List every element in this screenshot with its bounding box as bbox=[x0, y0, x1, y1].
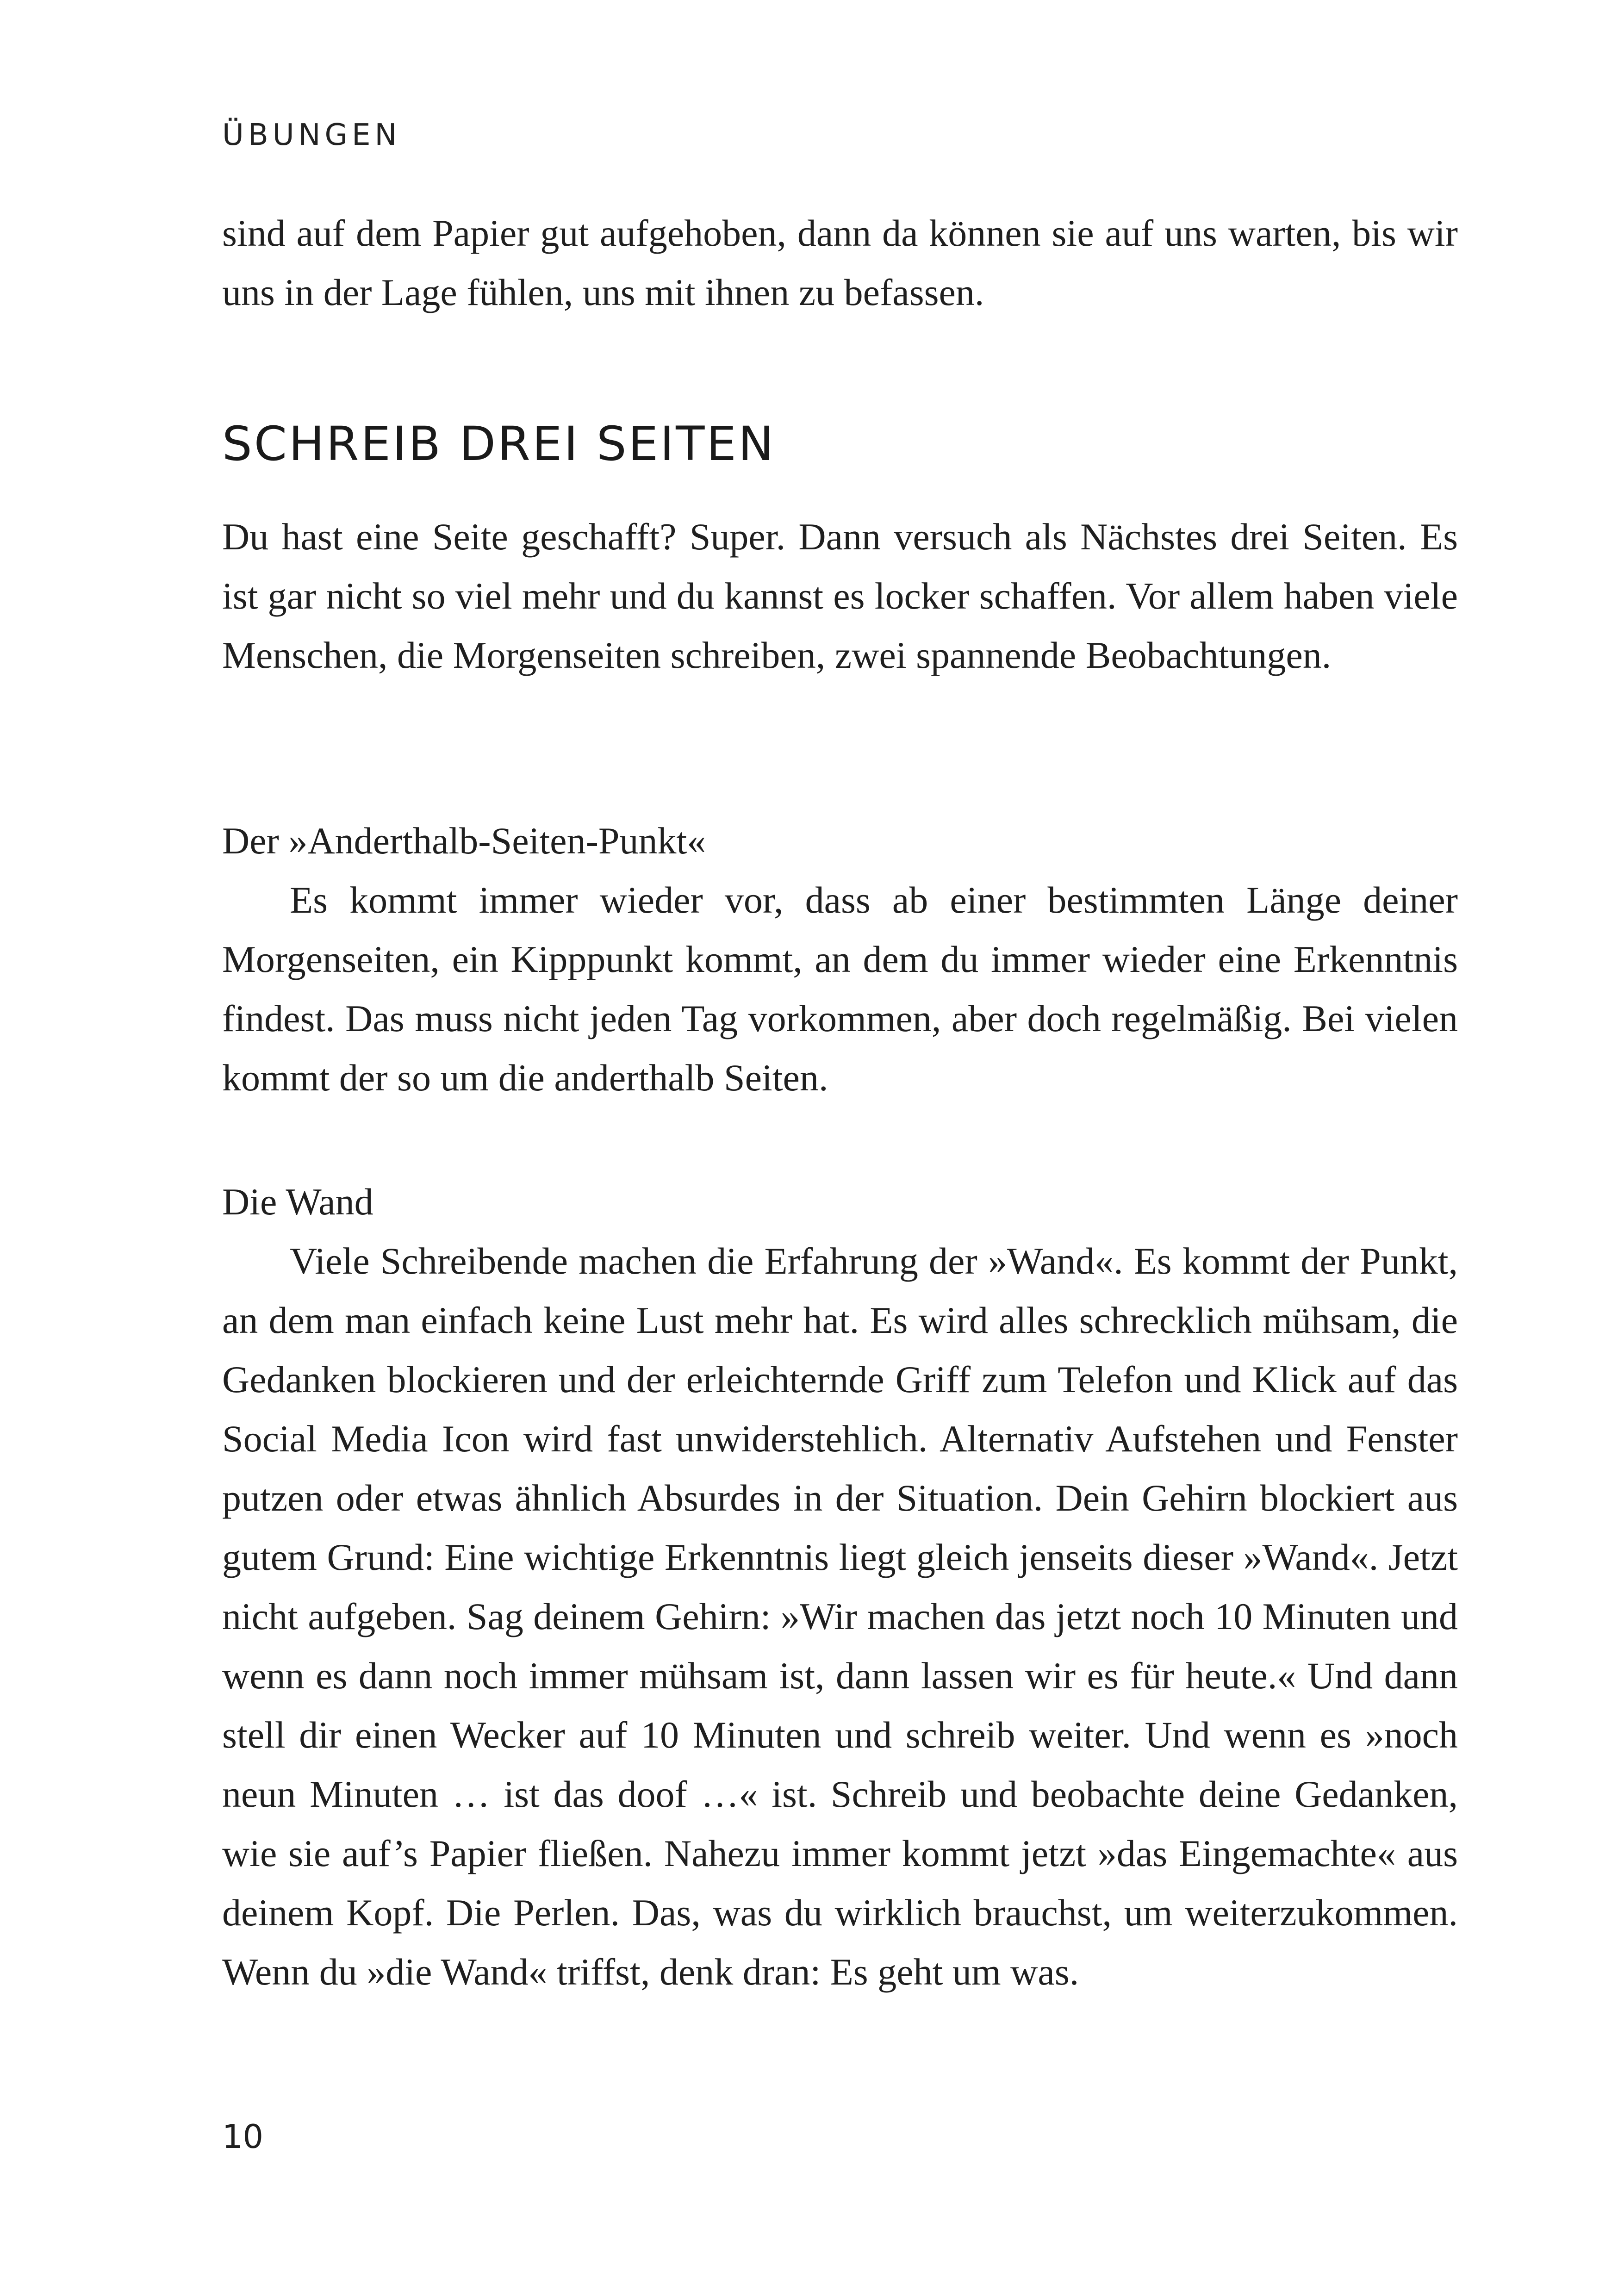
subsection-heading-anderthalb: Der »Anderthalb-Seiten-Punkt« bbox=[222, 820, 706, 862]
lead-paragraph: Du hast eine Seite geschafft? Super. Dann versuch als Nächstes drei Seiten. Es ist gar nicht so viel mehr und du kannst es locker schaffen. Vor allem haben viele Menschen, die Morgenseiten schreiben, zwei spannende Beobachtungen. bbox=[222, 516, 1458, 676]
subsection-heading-wand: Die Wand bbox=[222, 1181, 373, 1223]
section-title: SCHREIB DREI SEITEN bbox=[222, 417, 776, 472]
running-head: ÜBUNGEN bbox=[222, 118, 401, 152]
subsection-text-anderthalb: Es kommt immer wieder vor, dass ab einer bestimmten Länge deiner Morgenseiten, ein Kipppunkt kommt, an dem du immer wieder eine Erkenntnis findest. Das muss nicht jeden Tag vorkommen, aber doch regelmäßig. Bei vielen kommt der so um die anderthalb Seiten. bbox=[222, 879, 1458, 1099]
subsection-text-wand: Viele Schreibende machen die Erfahrung der »Wand«. Es kommt der Punkt, an dem man einfach keine Lust mehr hat. Es wird alles schrecklich mühsam, die Gedanken blockieren und der erleichternde Griff zum Telefon und Klick auf das Social Media Icon wird fast unwiderstehlich. Alternativ Aufstehen und Fenster putzen oder etwas ähnlich Absurdes in der Situation. Dein Gehirn blockiert aus gutem Grund: Eine wichtige Erkenntnis liegt gleich jenseits dieser »Wand«. Jetzt nicht aufgeben. Sag deinem Gehirn: »Wir machen das jetzt noch 10 Minuten und wenn es dann noch immer mühsam ist, dann lassen wir es für heute.« Und dann stell dir einen Wecker auf 10 Minuten und schreib weiter. Und wenn es »noch neun Minuten … ist das doof …« ist. Schreib und beobachte deine Gedanken, wie sie auf’s Papier fließen. Nahezu immer kommt jetzt »das Eingemachte« aus deinem Kopf. Die Perlen. Das, was du wirklich brauchst, um weiterzukommen. Wenn du »die Wand« triffst, denk dran: Es geht um was. bbox=[222, 1240, 1458, 1993]
intro-paragraph: sind auf dem Papier gut aufgehoben, dann da können sie auf uns warten, bis wir uns in der Lage fühlen, uns mit ihnen zu befassen. bbox=[222, 212, 1458, 313]
page-number: 10 bbox=[222, 2118, 264, 2156]
